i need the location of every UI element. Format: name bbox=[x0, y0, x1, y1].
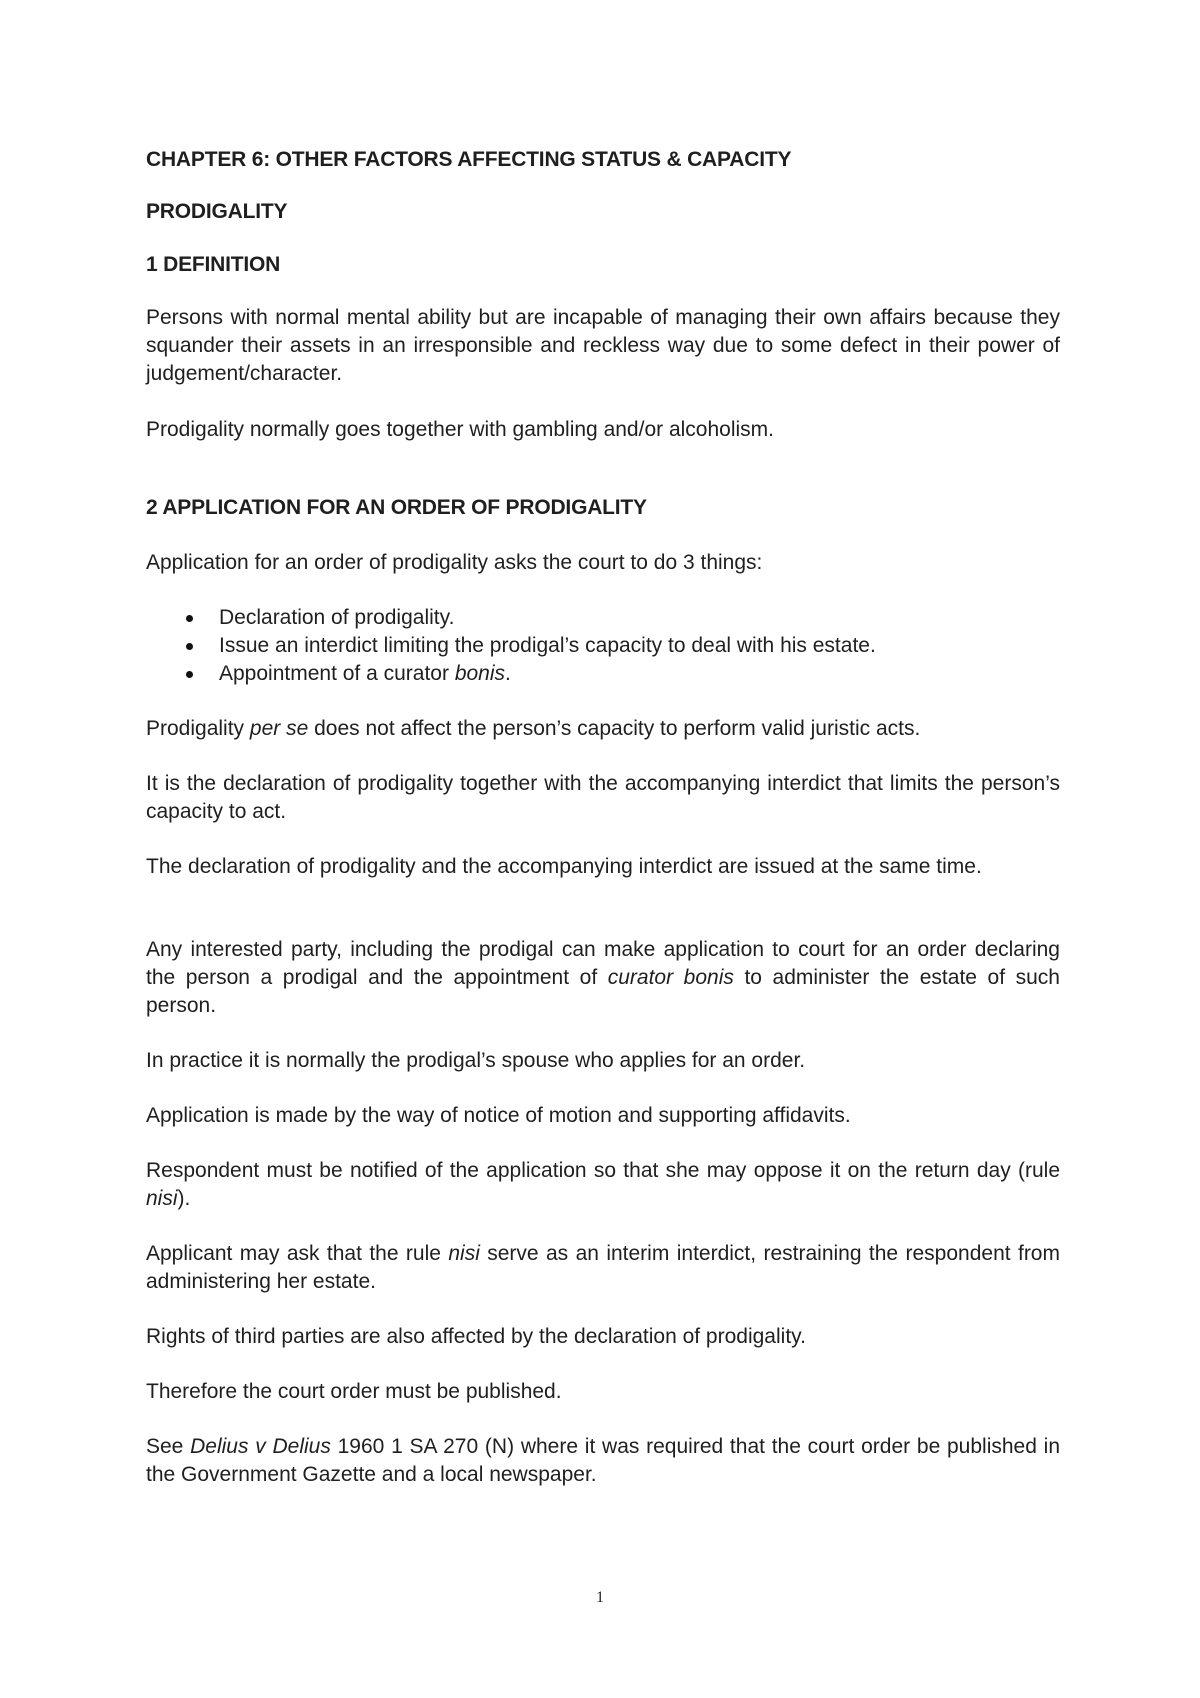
list-item: Appointment of a curator bonis. bbox=[146, 660, 1060, 688]
same-time-paragraph: The declaration of prodigality and the accompanying interdict are issued at the same time. bbox=[146, 855, 982, 878]
motion-paragraph: Application is made by the way of notice of motion and supporting affidavits. bbox=[146, 1104, 851, 1127]
section-heading-definition: 1 DEFINITION bbox=[146, 253, 281, 276]
delius-paragraph: See Delius v Delius 1960 1 SA 270 (N) where it was required that the court order be published in the Government Gazette and a local newspaper. bbox=[146, 1435, 1061, 1486]
page-number: 1 bbox=[596, 1589, 604, 1606]
chapter-title: CHAPTER 6: OTHER FACTORS AFFECTING STATUS & CAPACITY bbox=[146, 148, 792, 171]
application-intro: Application for an order of prodigality asks the court to do 3 things: bbox=[146, 551, 763, 574]
topic-title: PRODIGALITY bbox=[146, 200, 288, 223]
practice-paragraph: In practice it is normally the prodigal’s spouse who applies for an order. bbox=[146, 1049, 806, 1072]
definition-paragraph: Persons with normal mental ability but are incapable of managing their own affairs because they squander their assets in an irresponsible and reckless way due to some defect in their power of judgement/character. bbox=[146, 306, 1060, 385]
prodigality-note: Prodigality normally goes together with gambling and/or alcoholism. bbox=[146, 418, 774, 441]
bullet-list bbox=[146, 604, 1060, 688]
section-heading-application: 2 APPLICATION FOR AN ORDER OF PRODIGALITY bbox=[146, 496, 647, 519]
third-parties-paragraph: Rights of third parties are also affected by the declaration of prodigality. bbox=[146, 1325, 806, 1348]
interested-party-paragraph: Any interested party, including the prodigal can make application to court for an order declaring the person a prodigal and the appointment of curator bonis to administer the estate of such person. bbox=[146, 938, 1060, 1017]
declaration-limits-paragraph: It is the declaration of prodigality together with the accompanying interdict that limits the person’s capacity to act. bbox=[146, 772, 1060, 823]
bullet-icon bbox=[186, 671, 193, 678]
respondent-paragraph: Respondent must be notified of the application so that she may oppose it on the return day (rule nisi). bbox=[146, 1159, 1060, 1210]
list-item: Declaration of prodigality. bbox=[146, 604, 1060, 632]
list-item: Issue an interdict limiting the prodigal’s capacity to deal with his estate. bbox=[146, 632, 1060, 660]
per-se-paragraph: Prodigality per se does not affect the person’s capacity to perform valid juristic acts. bbox=[146, 717, 921, 740]
applicant-paragraph: Applicant may ask that the rule nisi serve as an interim interdict, restraining the respondent from administering her estate. bbox=[146, 1242, 1060, 1293]
bullet-icon bbox=[186, 615, 193, 622]
bullet-icon bbox=[186, 643, 193, 650]
published-paragraph: Therefore the court order must be published. bbox=[146, 1380, 562, 1403]
